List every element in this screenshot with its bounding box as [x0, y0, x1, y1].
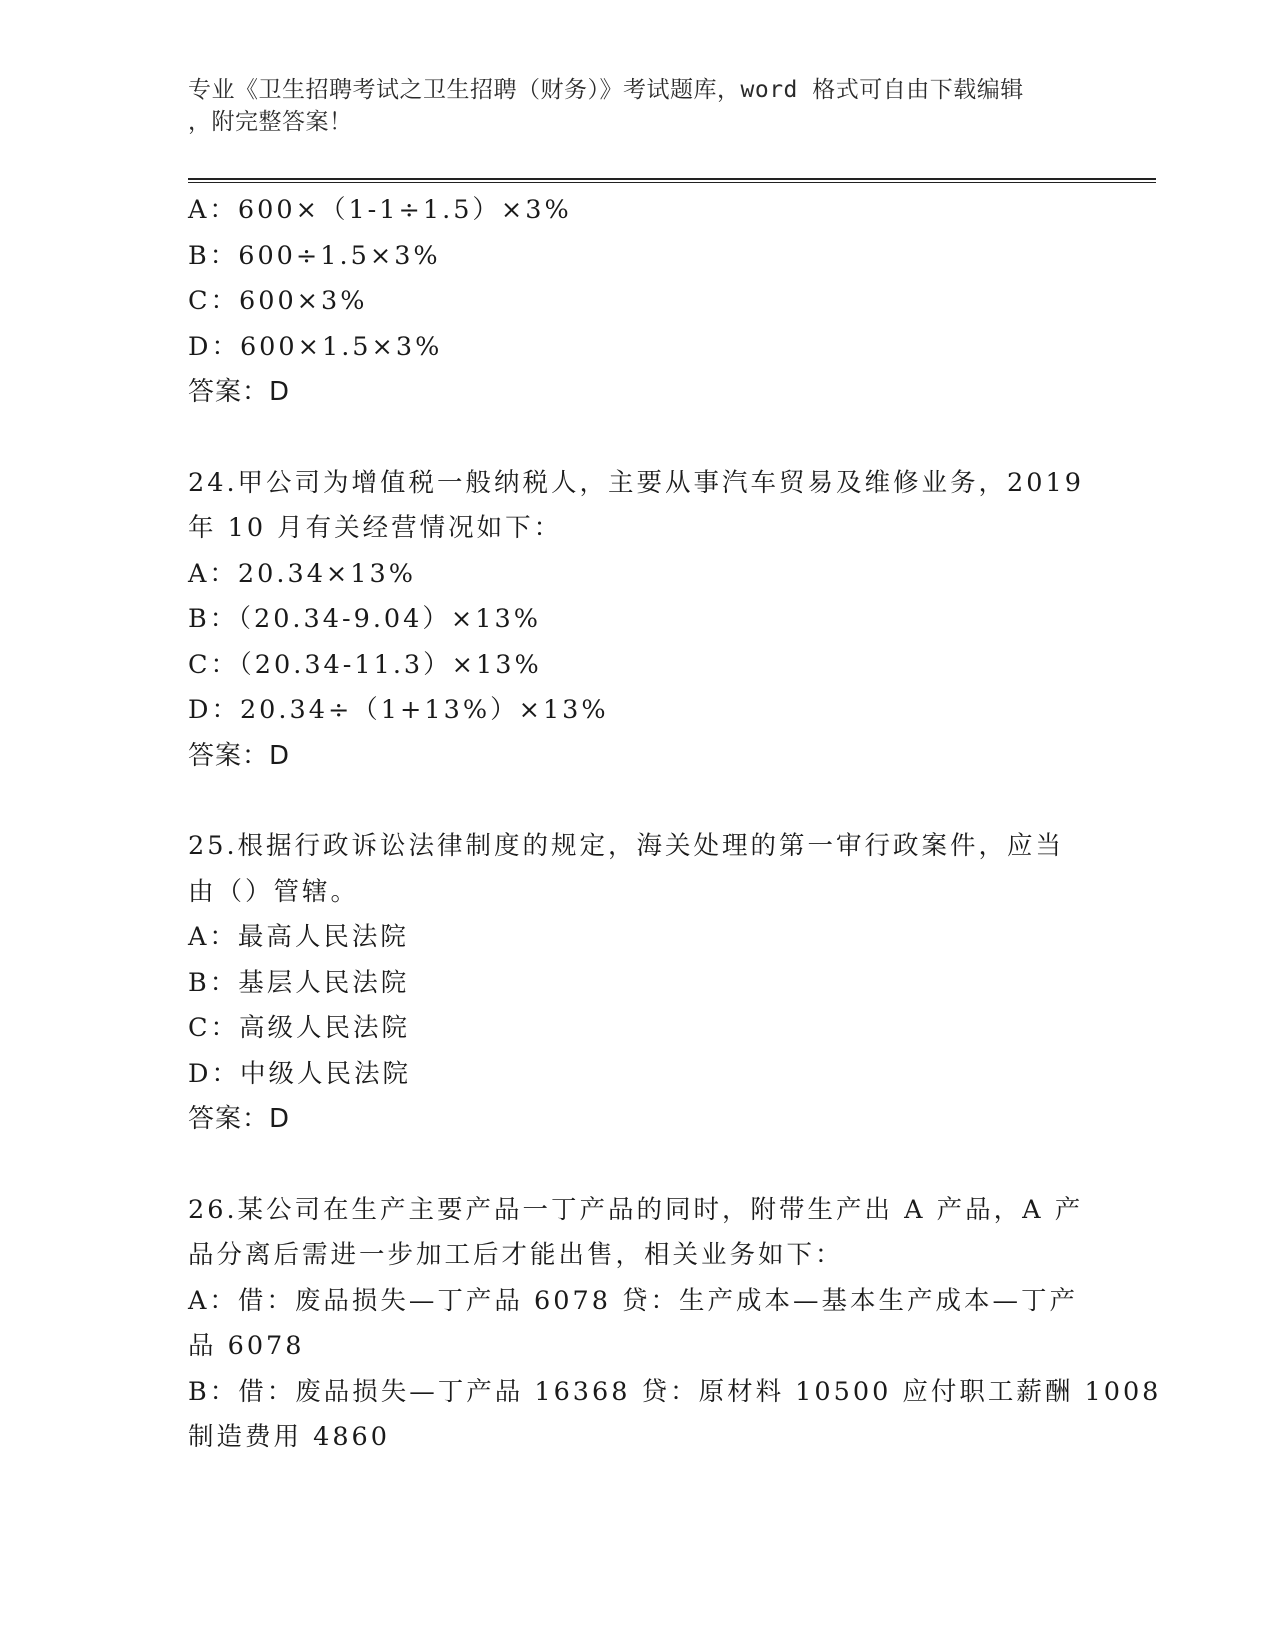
option-b: B：借：废品损失—丁产品 16368 贷：原材料 10500 应付职工薪酬 1008 — [188, 1376, 1162, 1407]
option-d: D：20.34÷（1+13%）×13% — [188, 695, 609, 725]
option-a: A：最高人民法院 — [188, 922, 409, 952]
option-d: D：中级人民法院 — [188, 1058, 411, 1089]
option-a-continued: 品 6078 — [188, 1331, 305, 1361]
header-divider — [188, 178, 1156, 183]
question-stem-line: 24.甲公司为增值税一般纳税人，主要从事汽车贸易及维修业务，2019 — [188, 467, 1084, 498]
option-c: C：（20.34-11.3）×13% — [188, 649, 542, 680]
answer: 答案：D — [188, 377, 291, 407]
option-c: C：600×3% — [188, 286, 368, 316]
option-a: A：600×（1-1÷1.5）×3% — [188, 195, 572, 225]
question-24 — [188, 461, 1088, 780]
question-23 — [188, 188, 1088, 416]
answer: 答案：D — [188, 1104, 291, 1134]
spacer — [188, 779, 1088, 824]
option-b: B：基层人民法院 — [188, 967, 410, 998]
question-26 — [188, 1188, 1162, 1461]
question-stem-line: 品分离后需进一步加工后才能出售，相关业务如下： — [188, 1240, 844, 1270]
option-b: B：（20.34-9.04）×13% — [188, 604, 541, 634]
header-line-1: 专业《卫生招聘考试之卫生招聘（财务）》考试题库，word 格式可自由下载编辑 — [188, 77, 1024, 103]
question-list — [188, 188, 1162, 1461]
question-stem-line: 年 10 月有关经营情况如下： — [188, 513, 563, 543]
question-stem-line: 25.根据行政诉讼法律制度的规定，海关处理的第一审行政案件，应当 — [188, 831, 1065, 861]
option-d: D：600×1.5×3% — [188, 331, 443, 362]
header-line-2: ，附完整答案！ — [188, 109, 353, 135]
spacer — [188, 1143, 1088, 1188]
spacer — [188, 416, 1088, 461]
question-25 — [188, 824, 1088, 1143]
answer: 答案：D — [188, 740, 291, 771]
question-stem-line: 由（）管辖。 — [188, 876, 360, 907]
question-stem-line: 26.某公司在生产主要产品一丁产品的同时，附带生产出 A 产品，A 产 — [188, 1194, 1084, 1225]
option-b-continued: 制造费用 4860 — [188, 1422, 391, 1452]
option-c: C：高级人民法院 — [188, 1013, 411, 1043]
option-a: A：20.34×13% — [188, 558, 416, 589]
option-b: B：600÷1.5×3% — [188, 240, 441, 271]
document-header — [188, 74, 1068, 138]
option-a: A：借：废品损失—丁产品 6078 贷：生产成本—基本生产成本—丁产 — [188, 1285, 1079, 1316]
